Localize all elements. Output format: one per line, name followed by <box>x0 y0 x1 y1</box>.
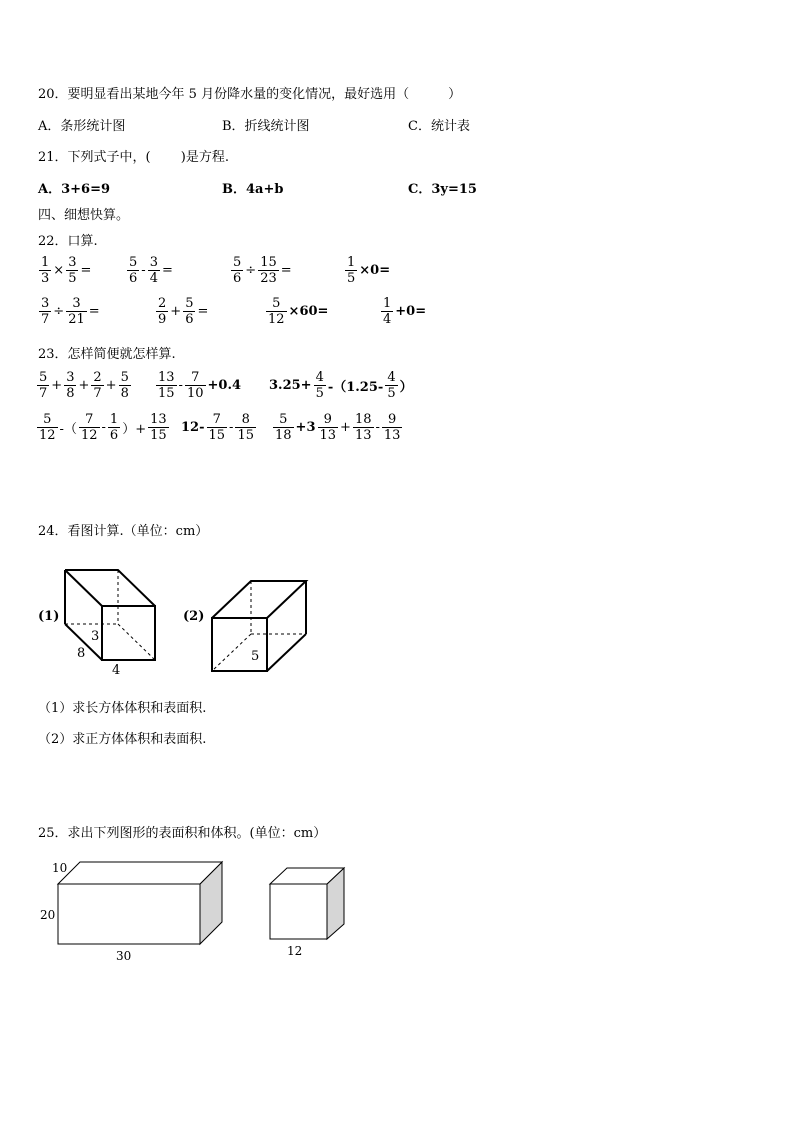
dim-length: 30 <box>116 949 132 963</box>
dim-width: 4 <box>112 663 121 678</box>
q23-expr-1: $\frac{5}{7}$ + $\frac{3}{8}$ + $\frac{2}{7}$ + $\frac{5}{8}$ <box>39 370 129 401</box>
cuboid-figure-1 <box>55 563 165 678</box>
fraction: $\frac{1}{5}$ <box>347 255 356 286</box>
dim-depth: 8 <box>77 646 86 661</box>
q22-item-4: $\frac{1}{5}$ ×0= <box>347 255 391 286</box>
q22-item-7: $\frac{5}{12}$ ×60= <box>268 296 329 327</box>
dim-edge: 12 <box>287 944 303 958</box>
fraction: $\frac{5}{6}$ <box>233 255 242 286</box>
cube-figure-4 <box>265 862 350 960</box>
q20-option-b: B．折线统计图 <box>222 119 310 134</box>
cuboid-figure-3 <box>36 855 231 967</box>
fraction: $\frac{5}{12}$ <box>268 296 285 327</box>
fraction: $\frac{5}{6}$ <box>185 296 194 327</box>
q20-text: 20．要明显看出某地今年 5 月份降水量的变化情况，最好选用（ ） <box>38 87 462 102</box>
q23-expr-4: $\frac{5}{12}$ -（ $\frac{7}{12}$ - $\frac{1}{6}$ ）+ $\frac{13}{15}$ <box>39 412 167 443</box>
q22-item-2: $\frac{5}{6}$ - $\frac{3}{4}$ = <box>129 255 173 286</box>
q22-item-6: $\frac{2}{9}$ + $\frac{5}{6}$ = <box>158 296 209 327</box>
q22-item-1: $\frac{1}{3}$ × $\frac{3}{5}$ = <box>41 255 92 286</box>
q21-option-b: B．4a+b <box>222 182 284 197</box>
dim-edge: 5 <box>251 649 260 664</box>
fraction: $\frac{5}{6}$ <box>129 255 138 286</box>
dim-depth: 10 <box>52 861 68 875</box>
fraction: $\frac{3}{4}$ <box>149 255 158 286</box>
fraction: $\frac{2}{9}$ <box>158 296 167 327</box>
fraction: $\frac{3}{7}$ <box>41 296 50 327</box>
cube-figure-2 <box>205 572 315 677</box>
q22-title: 22．口算. <box>38 234 98 249</box>
q23-title: 23．怎样简便就怎样算. <box>38 347 176 362</box>
q21-text: 21．下列式子中，( )是方程. <box>38 150 229 165</box>
q24-sub2: （2）求正方体体积和表面积. <box>38 732 207 747</box>
q24-fig2-label: (2) <box>183 609 205 624</box>
fraction: $\frac{1}{3}$ <box>41 255 50 286</box>
dim-height: 20 <box>40 908 56 922</box>
q24-title: 24．看图计算.（单位：cm） <box>38 524 209 539</box>
q20-option-a: A．条形统计图 <box>38 119 126 134</box>
q23-expr-6: $\frac{5}{18}$ +3 $\frac{9}{13}$ + $\frac{18}{13}$ - $\frac{9}{13}$ <box>275 412 401 443</box>
fraction: $\frac{15}{23}$ <box>260 255 277 286</box>
q22-item-5: $\frac{3}{7}$ ÷ $\frac{3}{21}$ = <box>41 296 100 327</box>
dim-height: 3 <box>91 629 100 644</box>
fraction: $\frac{3}{21}$ <box>68 296 85 327</box>
q23-expr-5: 12- $\frac{7}{15}$ - $\frac{8}{15}$ <box>181 412 254 443</box>
fraction: $\frac{1}{4}$ <box>383 296 392 327</box>
q25-title: 25．求出下列图形的表面积和体积。(单位：cm） <box>38 826 327 841</box>
section-heading: 四、细想快算。 <box>38 208 130 223</box>
q23-expr-2: $\frac{13}{15}$ - $\frac{7}{10}$ +0.4 <box>158 370 242 401</box>
q23-expr-3: 3.25+ $\frac{4}{5}$ -（1.25- $\frac{4}{5}$ ） <box>269 370 413 401</box>
q21-option-c: C．3y=15 <box>408 182 477 197</box>
q20-option-c: C．统计表 <box>408 119 470 134</box>
q21-option-a: A．3+6=9 <box>38 182 111 197</box>
fraction: $\frac{3}{5}$ <box>68 255 77 286</box>
q24-sub1: （1）求长方体体积和表面积. <box>38 701 207 716</box>
q24-fig1-label: (1) <box>38 609 60 624</box>
q22-item-3: $\frac{5}{6}$ ÷ $\frac{15}{23}$ = <box>233 255 292 286</box>
q22-item-8: $\frac{1}{4}$ +0= <box>383 296 427 327</box>
